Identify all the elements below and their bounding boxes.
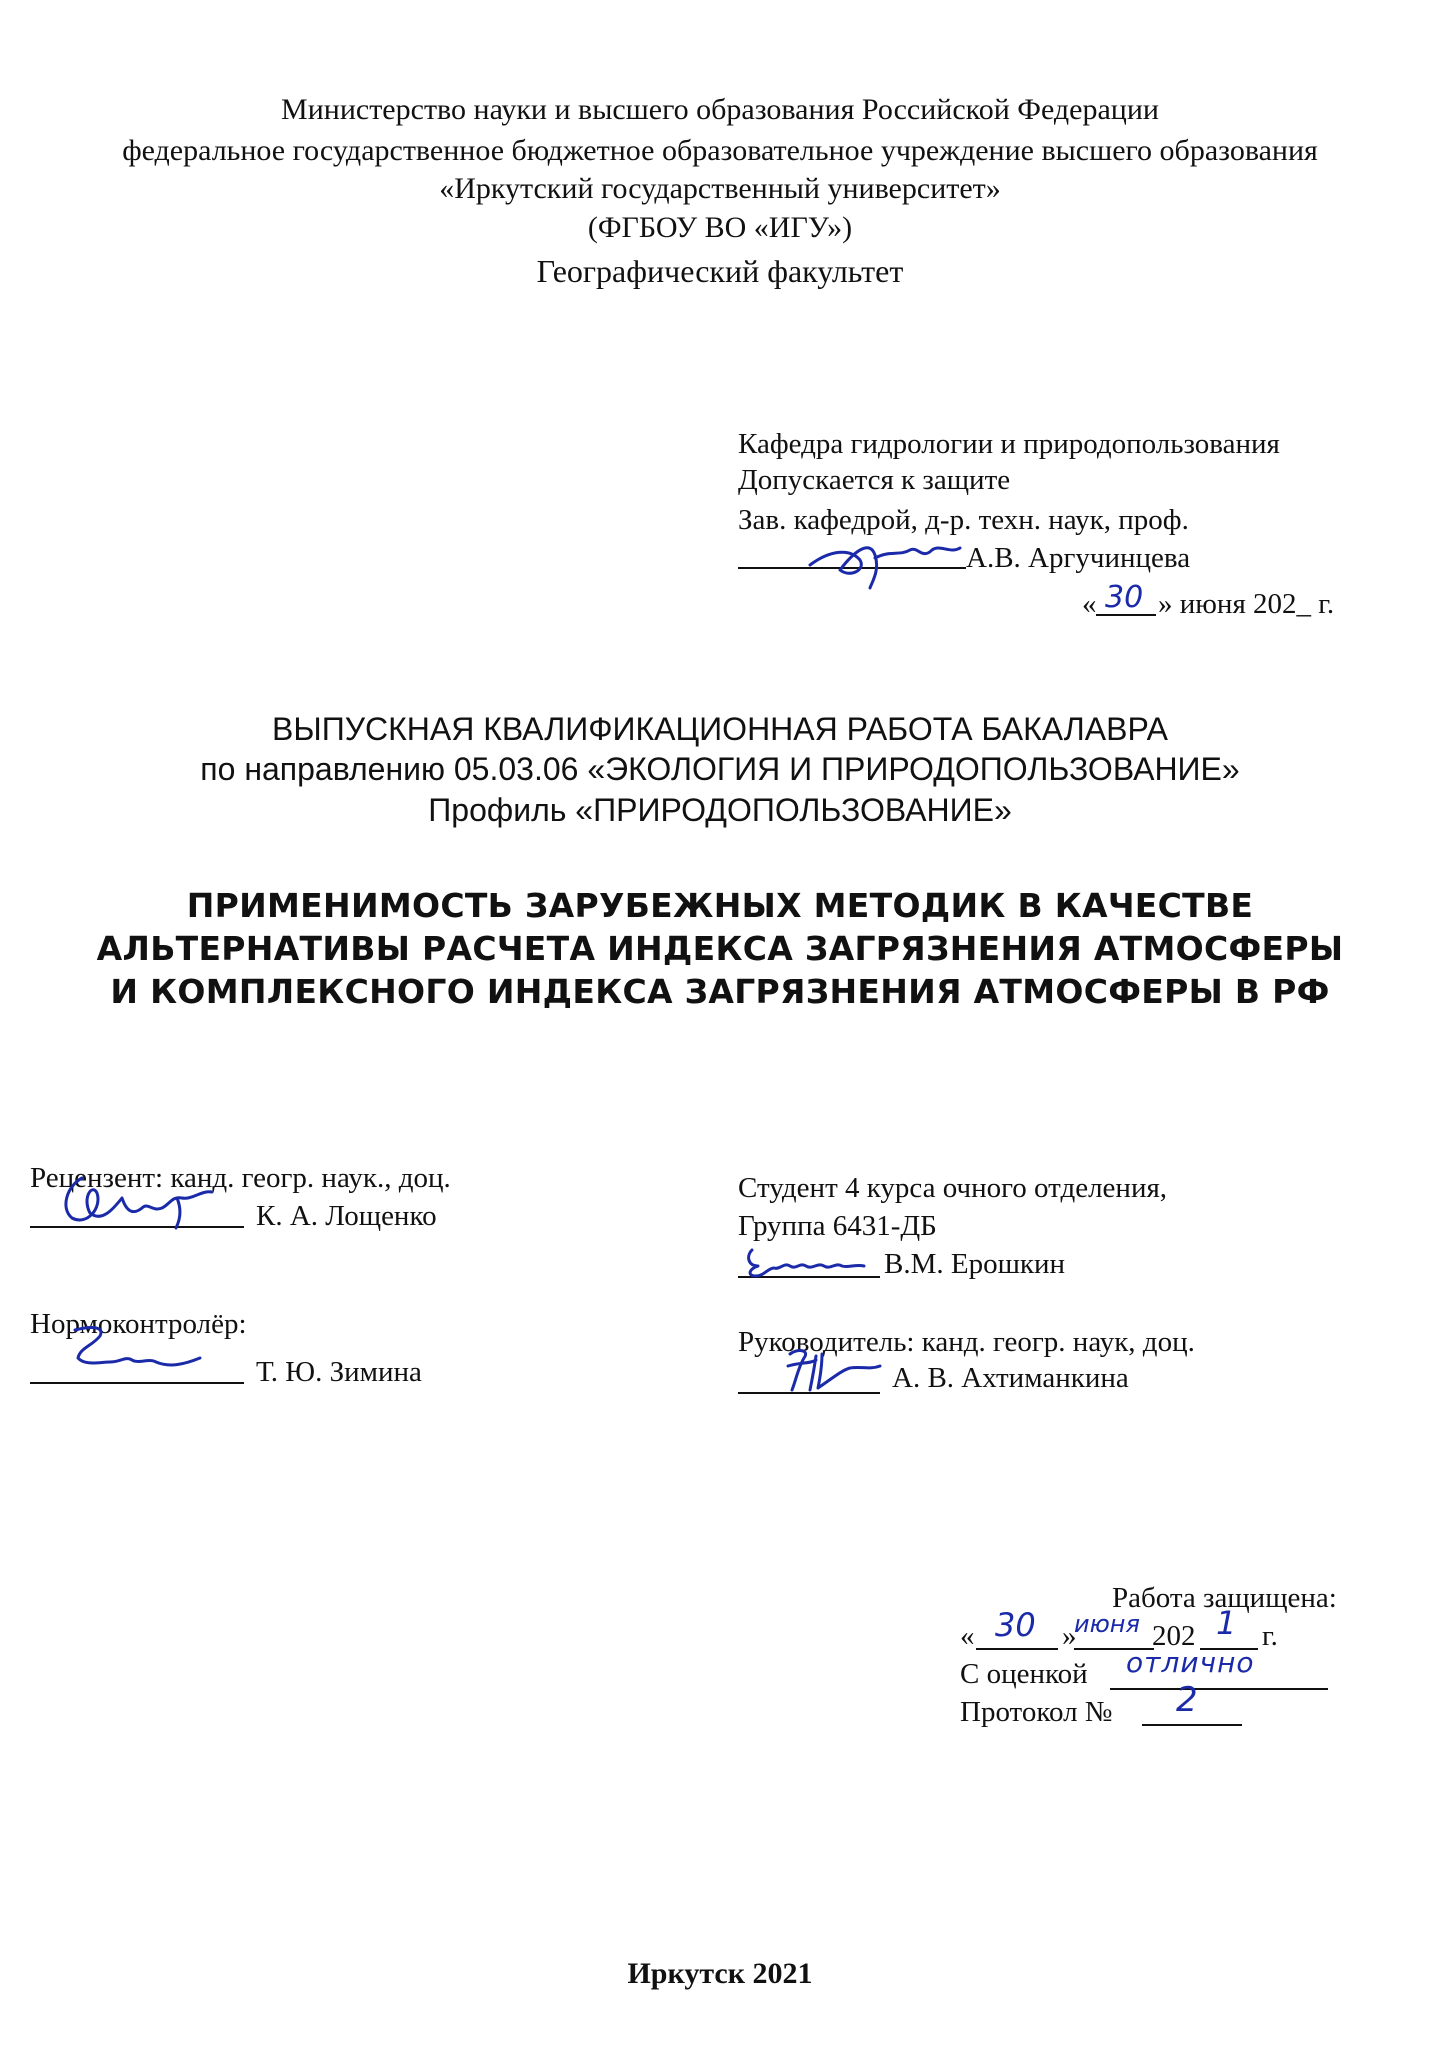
- student-name: В.М. Ерошкин: [884, 1248, 1066, 1280]
- work-title-line-3: И КОМПЛЕКСНОГО ИНДЕКСА ЗАГРЯЗНЕНИЯ АТМОСФЕРЫ В РФ: [110, 972, 1330, 1011]
- defense-date-open: «: [960, 1620, 975, 1652]
- admitted-line: Допускается к защите: [738, 464, 1011, 496]
- reviewer-signature: [52, 1168, 242, 1230]
- university-abbr: (ФГБОУ ВО «ИГУ»): [587, 211, 853, 244]
- student-group: Группа 6431-ДБ: [738, 1210, 937, 1242]
- head-title-line: Зав. кафедрой, д-р. техн. наук, проф.: [738, 504, 1189, 536]
- defense-label: Работа защищена:: [1112, 1582, 1337, 1614]
- defense-date-suffix: г.: [1262, 1620, 1278, 1652]
- city-year: Иркутск 2021: [627, 1957, 813, 1990]
- department-line: Кафедра гидрологии и природопользования: [738, 428, 1280, 460]
- work-direction: по направлению 05.03.06 «ЭКОЛОГИЯ И ПРИРОДОПОЛЬЗОВАНИЕ»: [200, 751, 1240, 787]
- grade-line: [1110, 1688, 1328, 1690]
- defense-date-mid: »: [1062, 1620, 1077, 1652]
- supervisor-name: А. В. Ахтиманкина: [892, 1362, 1129, 1394]
- work-title-line-1: ПРИМЕНИМОСТЬ ЗАРУБЕЖНЫХ МЕТОДИК В КАЧЕСТВЕ: [186, 886, 1254, 925]
- work-title-line-2: АЛЬТЕРНАТИВЫ РАСЧЕТА ИНДЕКСА ЗАГРЯЗНЕНИЯ АТМОСФЕРЫ: [96, 929, 1344, 968]
- institution-type-line: федеральное государственное бюджетное образовательное учреждение высшего образования: [122, 134, 1318, 167]
- protocol-line: [1142, 1724, 1242, 1726]
- protocol-value: 2: [1176, 1680, 1198, 1720]
- university-line: «Иркутский государственный университет»: [439, 172, 1001, 205]
- defense-date-year-prefix: 202: [1152, 1620, 1196, 1652]
- defense-date-month: июня: [1074, 1610, 1140, 1638]
- normcontrol-label: Нормоконтролёр:: [30, 1308, 247, 1340]
- supervisor-signature: [770, 1340, 890, 1396]
- approval-date-rest: » июня 202_ г.: [1158, 588, 1335, 620]
- reviewer-name: К. А. Лощенко: [256, 1200, 437, 1232]
- grade-value: отлично: [1126, 1646, 1255, 1679]
- approval-date-day: 30: [1105, 580, 1144, 615]
- defense-date-year-digit: 1: [1216, 1604, 1237, 1642]
- reviewer-label: Рецензент: канд. геогр. наук., доц.: [30, 1162, 451, 1194]
- student-label: Студент 4 курса очного отделения,: [738, 1172, 1168, 1204]
- approval-date-open: «: [1082, 588, 1097, 620]
- defense-date-day: 30: [995, 1606, 1036, 1644]
- work-profile: Профиль «ПРИРОДОПОЛЬЗОВАНИЕ»: [428, 792, 1012, 828]
- work-type: ВЫПУСКНАЯ КВАЛИФИКАЦИОННАЯ РАБОТА БАКАЛАВРА: [272, 711, 1168, 747]
- ministry-line: Министерство науки и высшего образования Российской Федерации: [281, 93, 1159, 126]
- head-name: А.В. Аргучинцева: [966, 542, 1191, 574]
- faculty-line: Географический факультет: [536, 253, 904, 289]
- normcontrol-signature: [60, 1318, 210, 1384]
- protocol-label: Протокол №: [960, 1696, 1113, 1728]
- defense-day-line: [976, 1648, 1058, 1650]
- head-signature: [800, 520, 980, 590]
- student-signature: [740, 1238, 880, 1282]
- normcontrol-name: Т. Ю. Зимина: [256, 1356, 422, 1388]
- grade-label: С оценкой: [960, 1658, 1088, 1690]
- supervisor-label: Руководитель: канд. геогр. наук, доц.: [738, 1326, 1195, 1358]
